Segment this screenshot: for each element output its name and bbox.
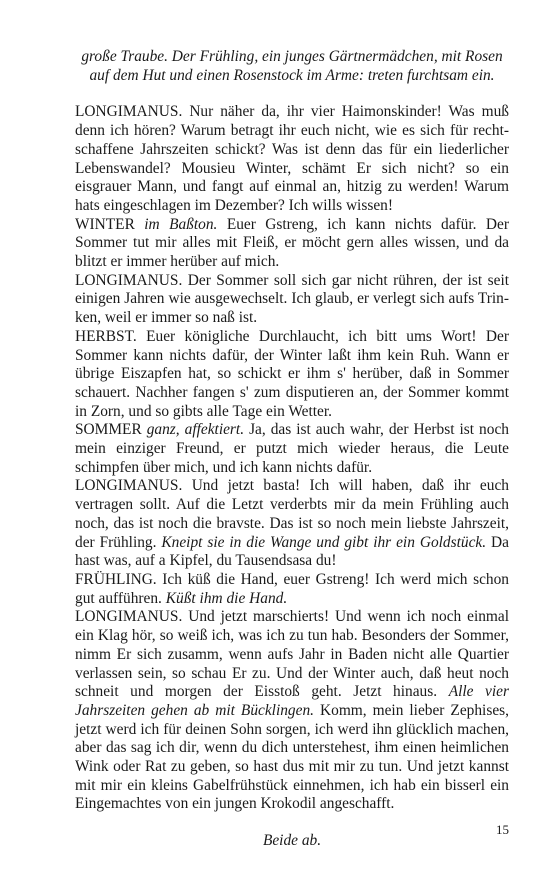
stage-direction: Kneipt sie in die Wange und gibt ihr ein Goldstück. xyxy=(161,533,487,551)
spoken-text: Komm, mein lieber Zephises, jetzt werd ich für deinen Sohn sorgen, ich werd ihn glücklich machen, aber das sag ich dir, wenn du dich unterstehest, ihm einen heimlichen Wink oder Rat zu geben, so hast dus mit mir zu tun. Und jetzt kannst mit mir ein kleins Gabelfrühstück einnehmen, ich hab ein bisserl ein Eingemachtes von ein jungen Krokodil angeschafft. xyxy=(75,701,509,813)
stage-direction: ganz, affektiert. xyxy=(146,421,245,439)
page-body xyxy=(75,48,509,851)
speaker-name: SOMMER xyxy=(75,421,142,439)
speaker-name: LONGIMANUS. xyxy=(75,477,183,495)
stage-direction: Alle vier Jahrszeiten gehen ab mit Bücklingen. xyxy=(75,683,509,719)
speech xyxy=(75,103,509,215)
spoken-text: Nur näher da, ihr vier Haimonskinder! Was muß denn ich hören? Warum betragt ihr euch nicht, wie es sich für rechtschaffene Jahrszeiten schickt? Was ist denn das für ein liederlicher Lebenswandel? Mousieu Winter, schämt Er sich nicht? so ein eisgrauer Mann, und fangt auf einmal an, hitzig zu werden! Warum hats eingeschlagen im Dezember? Ich wills wissen! xyxy=(75,103,509,214)
opening-stage-direction: große Traube. Der Frühling, ein junges Gärtnermädchen, mit Rosen auf dem Hut und einen Rosenstock im Arme: treten furchtsam ein. xyxy=(81,48,503,84)
spoken-text: Ja, das ist auch wahr, der Herbst ist noch mein einziger Freund, er putzt mich wieder heraus, die Leute schimpfen über mich, und ich kann nichts dafür. xyxy=(75,421,509,476)
speaker-name: FRÜHLING. xyxy=(75,570,157,588)
dialogue xyxy=(75,103,509,814)
speech xyxy=(75,328,509,422)
speaker-name: LONGIMANUS. xyxy=(75,608,183,626)
spoken-text: Da hast was, auf a Kipfel, du Tausendsasa du! xyxy=(75,533,509,570)
speaker-name: HERBST. xyxy=(75,327,137,345)
speech xyxy=(75,477,509,571)
speaker-name: LONGIMANUS. xyxy=(75,103,183,121)
speech xyxy=(75,216,509,272)
spoken-text: Euer Gstreng, ich kann nichts dafür. Der Sommer tut mir alles mit Fleiß, er möcht gern alles wissen, und da blitzt er immer herüber auf mich. xyxy=(75,215,509,271)
closing-stage-direction: Beide ab. xyxy=(262,832,322,850)
spoken-text: Der Sommer soll sich gar nicht rühren, der ist seit einigen Jahren wie ausgewechselt. Ich glaub, er verlegt sich aufs Trinken, weil er immer so naß ist. xyxy=(75,271,509,327)
stage-direction: Küßt ihm die Hand. xyxy=(165,589,288,607)
speaker-name: WINTER xyxy=(75,215,135,233)
page-number: 15 xyxy=(496,822,509,837)
speech xyxy=(75,272,509,328)
speech xyxy=(75,421,509,477)
stage-direction: im Baßton. xyxy=(144,215,218,233)
spoken-text: Und jetzt basta! Ich will haben, daß ihr euch vertragen sollt. Auf die Letzt verderbts mir da mein Frühling auch noch, das ist noch die bravste. Das ist so noch mein liebste Jahrszeit, der Frühling. xyxy=(75,477,509,551)
spoken-text: Euer königliche Durchlaucht, ich bitt ums Wort! Der Sommer kann nichts dafür, der Winter laßt ihm kein Ruh. Wann er übrige Eiszapfen hat, so schickt er ihm s' herüber, daß in Sommer schauert. Nachher fangen s' zum disputieren an, der Sommer kommt in Zorn, und so gibts alle Tage ein Wetter. xyxy=(75,327,509,420)
speech xyxy=(75,571,509,608)
spoken-text: Und jetzt marschierts! Und wenn ich noch einmal ein Klag hör, so weiß ich, was ich zu tun hab. Besonders der Sommer, nimm Er sich zusamm, wenn aufs Jahr in Baden nicht alle Quartier verlassen sein, so schau Er zu. Und der Winter auch, daß heut noch schneit und morgen der Eisstoß geht. Jetzt hinaus. xyxy=(75,608,509,701)
speaker-name: LONGIMANUS. xyxy=(75,271,183,289)
spoken-text: Ich küß die Hand, euer Gstreng! Ich werd mich schon gut aufführen. xyxy=(75,570,509,607)
speech xyxy=(75,608,509,814)
